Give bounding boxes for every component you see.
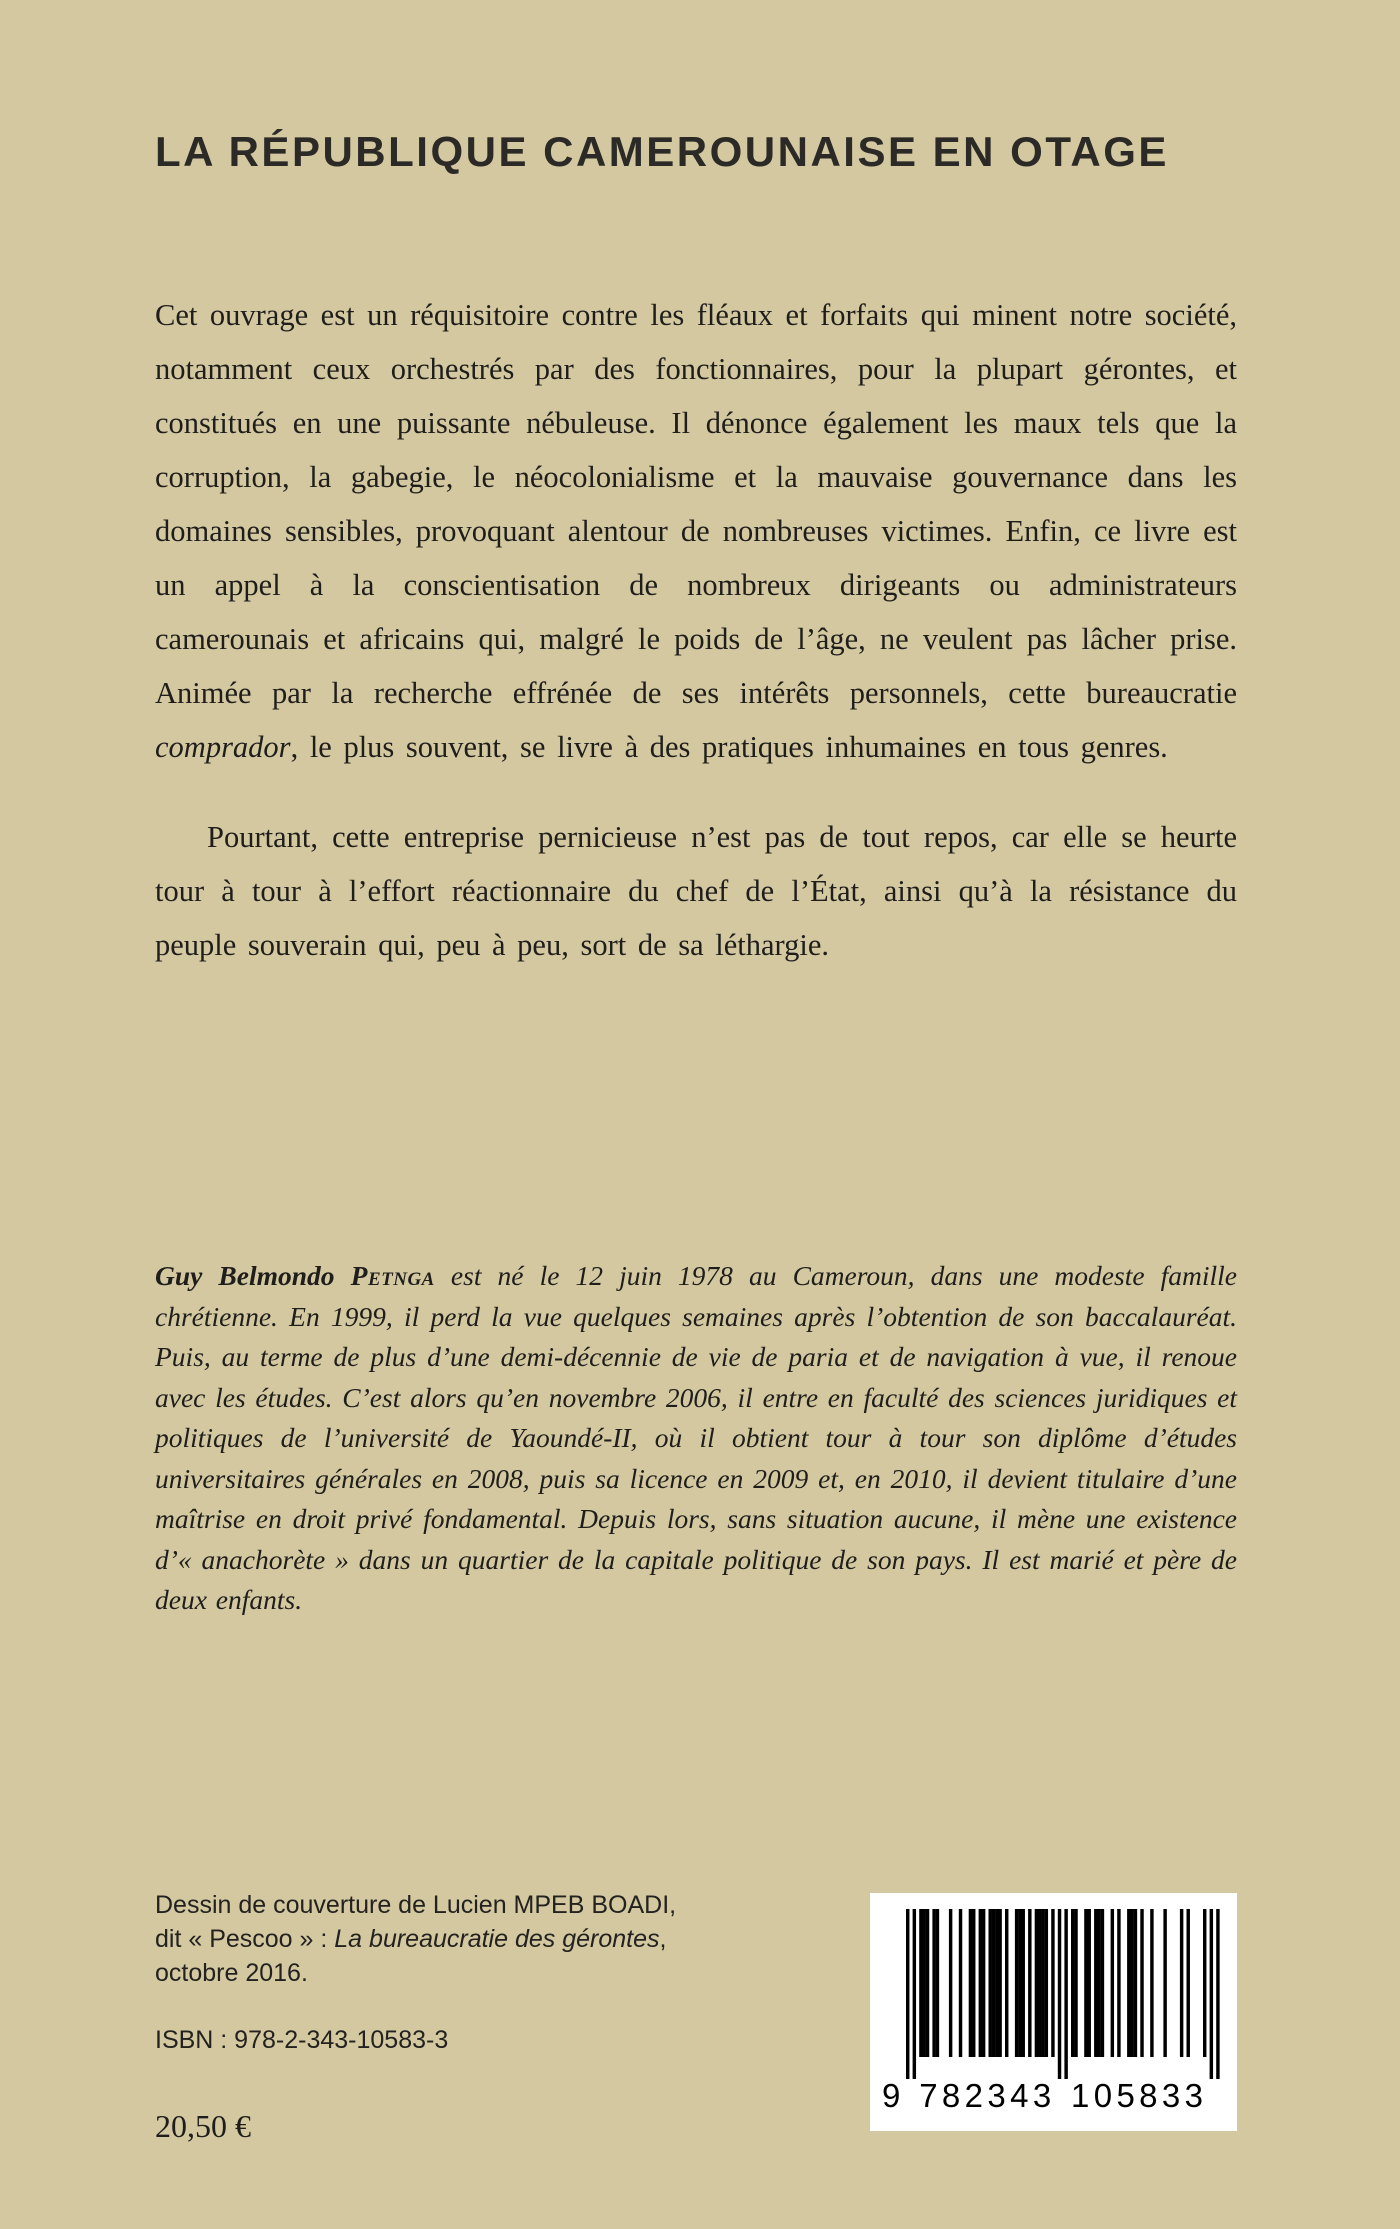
synopsis-paragraph-1: Cet ouvrage est un réquisitoire contre les fléaux et forfaits qui minent notre société, notamment ceux orchestrés par des fonctionnaires, pour la plupart gérontes, et constitués en une puissante nébuleuse. Il dénonce également les maux tels que la corruption, la gabegie, le néocolonialisme et la mauvaise gouvernance dans les domaines sensibles, provoquant alentour de nombreuses victimes. Enfin, ce livre est un appel à la conscientisation de nombreux dirigeants ou administrateurs camerounais et africains qui, malgré le poids de l’âge, ne veulent pas lâcher prise. Animée par la recherche effrénée de ses intérêts personnels, cette bureaucratie comprador, le plus souvent, se livre à des pratiques inhumaines en tous genres. [155,298,1237,764]
svg-text:105833: 105833 [1070,2077,1203,2114]
book-title: LA RÉPUBLIQUE CAMEROUNAISE EN OTAGE [155,128,1169,175]
cover-credit-line-2: dit « Pescoo » : La bureaucratie des gérontes, [155,1925,667,1953]
synopsis-paragraph-2: Pourtant, cette entreprise pernicieuse n’est pas de tout repos, car elle se heurte tour à tour à l’effort réactionnaire du chef de l’État, ainsi qu’à la résistance du peuple souverain qui, peu à peu, sort de sa léthargie. [155,820,1237,962]
cover-credit-line-1: Dessin de couverture de Lucien MPEB BOADI, [155,1891,677,1919]
barcode [882,1909,1226,2120]
synopsis-section [155,288,1237,972]
isbn-text: ISBN : 978-2-343-10583-3 [155,2026,449,2054]
barcode-panel [870,1893,1237,2131]
price-text: 20,50 € [155,2108,251,2144]
svg-text:9: 9 [881,2077,900,2114]
cover-credit [155,1888,815,1990]
svg-text:782343: 782343 [918,2077,1051,2114]
cover-credit-line-3: octobre 2016. [155,1959,308,1987]
author-bio: Guy Belmondo Petnga est né le 12 juin 1978 au Cameroun, dans une modeste famille chrétienne. En 1999, il perd la vue quelques semaines après l’obtention de son baccalauréat. Puis, au terme de plus d’une demi-décennie de vie de paria et de navigation à vue, il renoue avec les études. C’est alors qu’en novembre 2006, il entre en faculté des sciences juridiques et politiques de l’université de Yaoundé-II, où il obtient tour à tour son diplôme d’études universitaires générales en 2008, puis sa licence en 2009 et, en 2010, il devient titulaire d’une maîtrise en droit privé fondamental. Depuis lors, sans situation aucune, il mène une existence d’« anachorète » dans un quartier de la capitale politique de son pays. Il est marié et père de deux enfants. [155,1260,1237,1615]
